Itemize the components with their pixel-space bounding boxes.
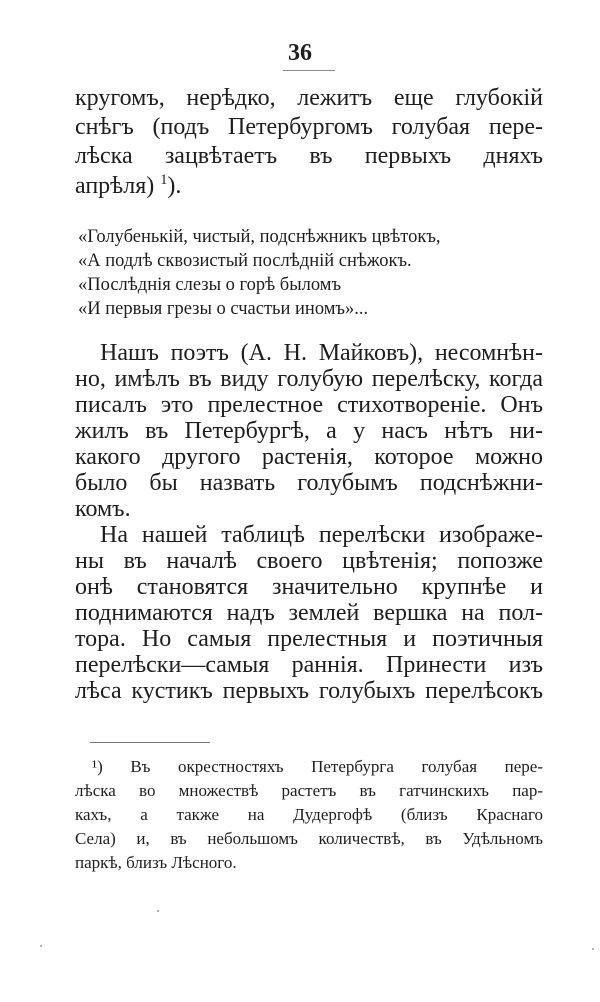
text-line: онѣ становятся значительно крупнѣе и [75,574,543,600]
text-line: Нашъ поэтъ (А. Н. Майковъ), несомнѣн- [100,340,543,366]
text-line-end-punct: ). [167,173,182,199]
text-line: На нашей таблицѣ перелѣски изображе- [100,522,543,548]
header-rule [283,70,335,71]
footnote-line: паркѣ, близъ Лѣсного. [75,853,237,872]
text-line: кругомъ, нерѣдко, лежитъ еще глубокій [75,85,543,111]
footnote-line: кахъ, а также на Дудергофѣ (близъ Краснаго [75,805,543,824]
text-line: писалъ это прелестное стихотвореніе. Онъ [75,392,543,418]
text-line: какого другого растенія, которое можно [75,444,543,470]
text-line: снѣгъ (подъ Петербургомъ голубая пере- [75,114,543,140]
scan-speck [40,945,42,947]
text-line [75,173,543,198]
text-line: было бы назвать голубымъ подснѣжни- [75,470,543,496]
footnote-line: ¹) Въ окрестностяхъ Петербурга голубая пере- [92,757,543,776]
text-line: перелѣски—самыя раннія. Принести изъ [75,652,543,678]
footnote-line: лѣска во множествѣ растетъ въ гатчинскихъ пар- [75,781,543,800]
page-number: 36 [288,40,312,66]
text-line: тора. Но самыя прелестныя и поэтичныя [75,626,543,652]
footnote-separator [90,742,210,743]
poem-line: «Послѣднія слезы о горѣ быломъ [78,275,342,295]
footnote-reference: 1 [160,172,168,188]
text-line: лѣска зацвѣтаетъ въ первыхъ дняхъ [75,143,543,169]
footnote-line: Села) и, въ небольшомъ количествѣ, въ Удѣльномъ [75,829,543,848]
text-line: комъ. [75,496,131,522]
scan-speck [157,910,159,912]
text-line: но, имѣлъ въ виду голубую перелѣску, когда [75,366,543,392]
text-line: ны въ началѣ своего цвѣтенія; попозже [75,548,543,574]
poem-line: «И первыя грезы о счастьи иномъ»... [78,299,369,319]
text-line-end: апрѣля) [75,173,155,199]
text-line: лѣса кустикъ первыхъ голубыхъ перелѣсокъ [75,678,543,704]
poem-line: «Голубенькій, чистый, подснѣжникъ цвѣтокъ, [78,227,441,247]
text-line: поднимаются надъ землей вершка на пол- [75,600,543,626]
text-line: жилъ въ Петербургѣ, а у насъ нѣтъ ни- [75,418,543,444]
scan-speck [592,948,594,950]
poem-line: «А подлѣ сквозистый послѣдній снѣжокъ. [78,251,412,271]
